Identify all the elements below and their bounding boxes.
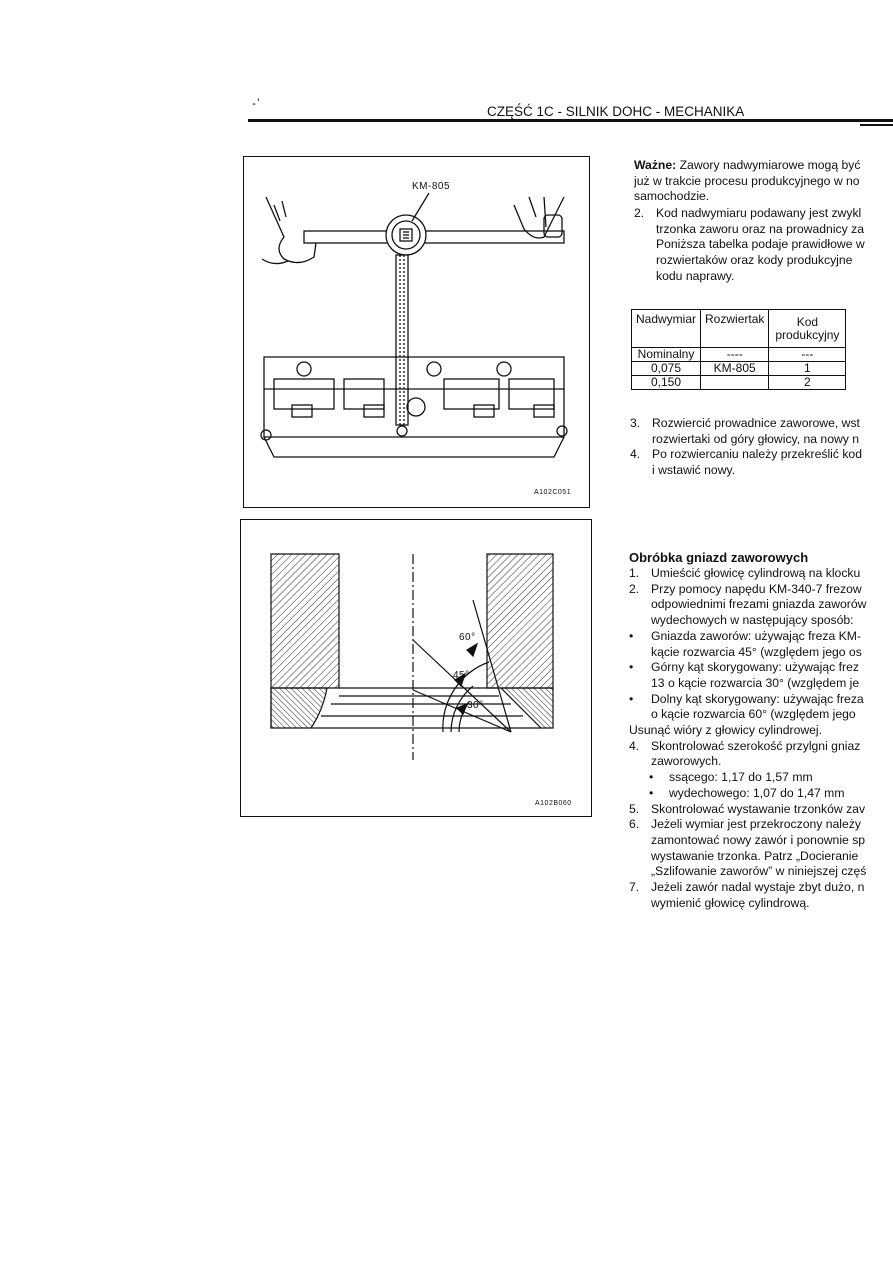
table-header-kod: Kod bbox=[796, 314, 819, 329]
bullet: • bbox=[629, 628, 634, 643]
table-header-cell: Nadwymiar bbox=[632, 310, 701, 348]
table-cell: KM-805 bbox=[701, 362, 769, 376]
bullet: • bbox=[629, 691, 634, 706]
note-lead: Ważne: bbox=[634, 158, 677, 172]
step-text: Po rozwiercaniu należy przekreślić kod bbox=[652, 447, 862, 462]
figure-tool-label: KM-805 bbox=[412, 181, 451, 192]
step-text: wydechowych w następujący sposób: bbox=[651, 613, 854, 628]
note-line: Usunąć wióry z głowicy cylindrowej. bbox=[629, 723, 823, 738]
step-text: trzonka zaworu oraz na prowadnicy za bbox=[656, 221, 864, 236]
reamer-illustration bbox=[244, 157, 589, 507]
step-text: wystawanie trzonka. Patrz „Docieranie bbox=[651, 848, 859, 863]
step-text: Skontrolować wystawanie trzonków zav bbox=[651, 801, 866, 816]
step-number: 1. bbox=[629, 566, 640, 580]
step-text: Skontrolować szerokość przylgni gniaz bbox=[651, 738, 861, 753]
figure-code: A102B060 bbox=[535, 800, 572, 807]
step-2 bbox=[634, 206, 865, 285]
step-text: Przy pomocy napędu KM-340-7 frezow bbox=[651, 581, 862, 596]
step-text: Rozwiercić prowadnice zaworowe, wst bbox=[652, 416, 860, 430]
step-text: Jeżeli zawór nadal wystaje zbyt dużo, n bbox=[651, 880, 865, 895]
header-rule bbox=[248, 119, 893, 122]
figure-reamer bbox=[243, 156, 590, 508]
figure-code: A102C051 bbox=[534, 489, 572, 496]
step-number: 7. bbox=[629, 880, 640, 895]
step-text: 13 o kącie rozwarcia 30° (względem je bbox=[651, 675, 860, 690]
step-number: 5. bbox=[629, 801, 640, 816]
note-text: Zawory nadwymiarowe mogą być bbox=[676, 158, 861, 172]
sub-bullet: • bbox=[649, 770, 654, 785]
table-cell: 0,150 bbox=[632, 376, 701, 390]
step-number: 6. bbox=[629, 817, 640, 832]
important-note bbox=[634, 158, 860, 205]
note-text: już w trakcie procesu produkcyjnego w no bbox=[634, 173, 860, 188]
step-text: kącie rozwarcia 45° (względem jego os bbox=[651, 644, 862, 659]
step-text: Jeżeli wymiar jest przekroczony należy bbox=[651, 817, 861, 832]
step-text: i wstawić nowy. bbox=[652, 463, 736, 478]
oversize-table bbox=[631, 309, 846, 390]
step-text: Umieścić głowicę cylindrową na klocku bbox=[651, 566, 861, 580]
step-number: 4. bbox=[629, 738, 640, 753]
header-rule-right bbox=[860, 124, 893, 126]
step-text: rozwiertaków oraz kody produkcyjne bbox=[656, 253, 853, 268]
table-row bbox=[632, 348, 846, 362]
table-header-row bbox=[632, 310, 846, 348]
page-number: -’ bbox=[252, 96, 261, 110]
step-text: wymienić głowicę cylindrową. bbox=[651, 895, 810, 910]
step-number: 3. bbox=[630, 416, 641, 430]
note-text: samochodzie. bbox=[634, 189, 710, 204]
angle-60-label: 60° bbox=[459, 632, 476, 643]
valve-seat-section bbox=[241, 520, 591, 816]
sub-bullet-text: ssącego: 1,17 do 1,57 mm bbox=[669, 770, 813, 785]
table-cell: 2 bbox=[769, 376, 846, 390]
table-cell: 0,075 bbox=[632, 362, 701, 376]
steps-3-4 bbox=[630, 416, 862, 479]
step-text: odpowiednimi frezami gniazda zaworów bbox=[651, 597, 867, 612]
step-text: Poniższa tabelka podaje prawidłowe w bbox=[656, 237, 865, 252]
table-row bbox=[632, 376, 846, 390]
section-body bbox=[629, 566, 866, 911]
step-text: „Szlifowanie zaworów” w niniejszej częś bbox=[651, 864, 867, 879]
step-number: 4. bbox=[630, 447, 641, 462]
step-text: rozwiertaki od góry głowicy, na nowy n bbox=[652, 431, 860, 446]
table-cell: --- bbox=[769, 348, 846, 362]
step-text: o kącie rozwarcia 60° (względem jego bbox=[651, 707, 856, 722]
angle-30-label: 30° bbox=[467, 700, 484, 711]
step-text: Gniazda zaworów: używając freza KM- bbox=[651, 628, 861, 643]
table-row bbox=[632, 362, 846, 376]
table-cell: Nominalny bbox=[632, 348, 701, 362]
step-text: Kod nadwymiaru podawany jest zwykl bbox=[656, 206, 862, 220]
step-number: 2. bbox=[634, 206, 645, 220]
bullet: • bbox=[629, 660, 634, 675]
table-header-cell: Rozwiertak bbox=[701, 310, 769, 348]
angle-45-label: 45° bbox=[453, 670, 470, 681]
page-title: CZĘŚĆ 1C - SILNIK DOHC - MECHANIKA bbox=[487, 104, 745, 119]
table-header-produkcyjny: produkcyjny bbox=[775, 327, 840, 342]
table-cell: ---- bbox=[701, 348, 769, 362]
section-heading: Obróbka gniazd zaworowych bbox=[629, 550, 809, 565]
table-cell bbox=[701, 376, 769, 390]
table-cell: 1 bbox=[769, 362, 846, 376]
sub-bullet-text: wydechowego: 1,07 do 1,47 mm bbox=[669, 785, 845, 800]
step-text: Dolny kąt skorygowany: używając freza bbox=[651, 691, 864, 706]
step-text: zaworowych. bbox=[651, 754, 722, 769]
table-header-cell bbox=[769, 310, 846, 348]
sub-bullet: • bbox=[649, 785, 654, 800]
step-number: 2. bbox=[629, 581, 640, 596]
step-text: Górny kąt skorygowany: używając frez bbox=[651, 660, 859, 675]
step-text: kodu naprawy. bbox=[656, 268, 735, 283]
step-text: zamontować nowy zawór i ponownie sp bbox=[651, 832, 866, 847]
figure-valve-seat bbox=[240, 519, 592, 817]
